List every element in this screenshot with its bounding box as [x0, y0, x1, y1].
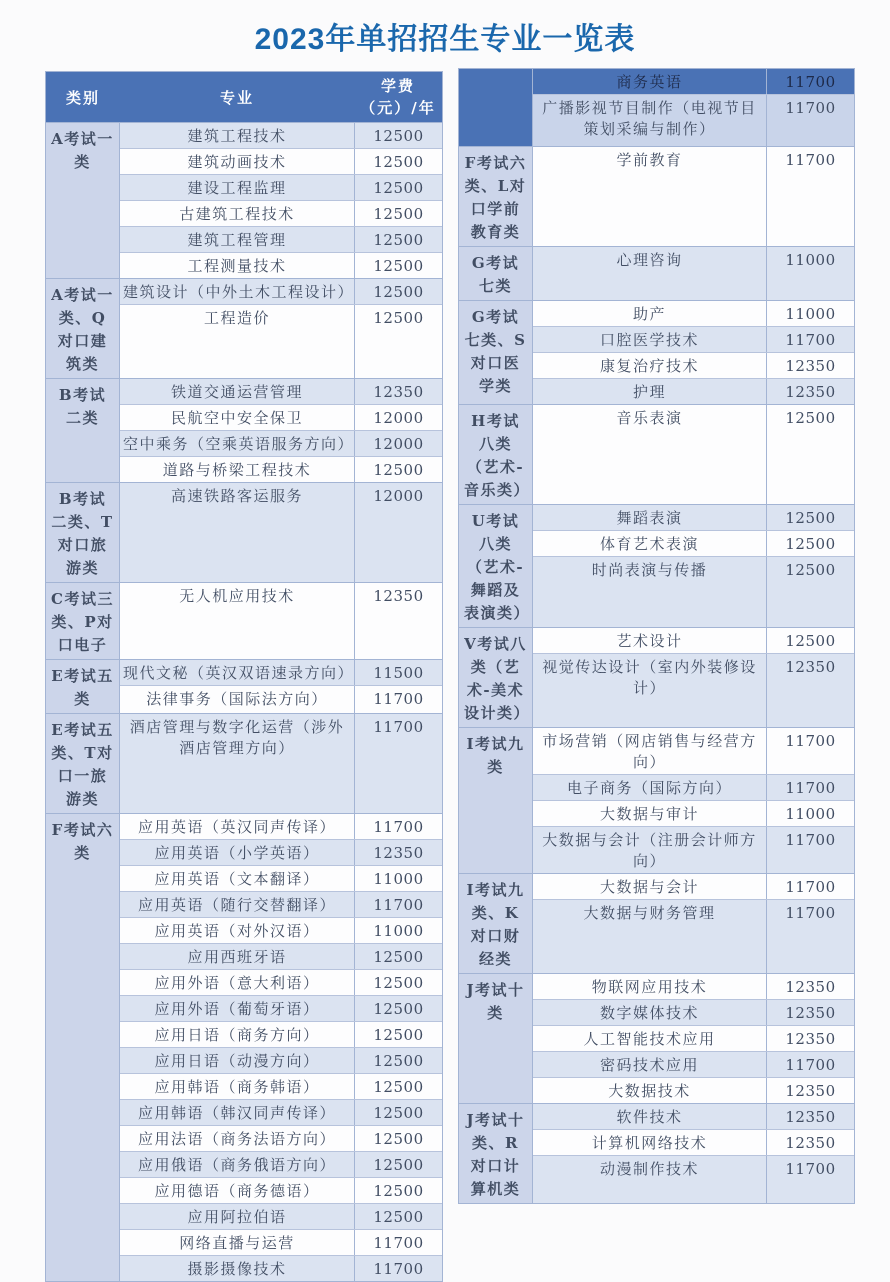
table-row [120, 685, 442, 713]
fee-cell: 12500 [766, 405, 854, 504]
category-group [46, 713, 442, 813]
table-row [533, 899, 854, 973]
fee-cell: 12500 [354, 305, 442, 378]
major-cell: 视觉传达设计（室内外装修设计） [533, 654, 766, 727]
major-cell: 大数据与会计 [533, 874, 766, 899]
category-cell: J考试十类、R对口计算机类 [459, 1104, 533, 1203]
fee-cell: 11000 [354, 918, 442, 943]
majors-table-right [458, 68, 855, 1204]
category-group [459, 300, 854, 404]
table-row [533, 556, 854, 627]
category-group [46, 813, 442, 1281]
fee-cell: 11700 [766, 1052, 854, 1077]
major-cell: 应用英语（文本翻译） [120, 866, 354, 891]
table-row [533, 69, 854, 94]
table-row [533, 1129, 854, 1155]
category-group [459, 504, 854, 627]
fee-cell: 12350 [354, 379, 442, 404]
table-row [120, 1229, 442, 1255]
header-major: 专业 [219, 88, 254, 107]
major-cell: 护理 [533, 379, 766, 404]
category-group [459, 1103, 854, 1203]
table-row [120, 969, 442, 995]
fee-cell: 12500 [354, 1048, 442, 1073]
fee-cell: 11700 [766, 327, 854, 352]
category-group [46, 582, 442, 659]
fee-cell: 12350 [766, 654, 854, 727]
group-rows [533, 69, 854, 146]
category-group [459, 246, 854, 300]
table-row [533, 94, 854, 146]
major-cell: 艺术设计 [533, 628, 766, 653]
fee-cell: 11700 [766, 900, 854, 973]
major-cell: 大数据与财务管理 [533, 900, 766, 973]
table-row [120, 456, 442, 482]
table-row [120, 583, 442, 659]
fee-cell: 12350 [766, 1026, 854, 1051]
group-rows [533, 874, 854, 973]
table-row [120, 1151, 442, 1177]
table-row [120, 865, 442, 891]
fee-cell: 12350 [766, 1104, 854, 1129]
table-row [120, 304, 442, 378]
fee-cell: 11500 [354, 660, 442, 685]
major-cell: 助产 [533, 301, 766, 326]
major-cell: 酒店管理与数字化运营（涉外酒店管理方向） [120, 714, 354, 813]
table-row [533, 147, 854, 246]
table-row [120, 483, 442, 582]
fee-cell: 12500 [354, 227, 442, 252]
table-row [533, 378, 854, 404]
fee-cell: 11700 [354, 1256, 442, 1281]
table-row [533, 405, 854, 504]
major-cell: 心理咨询 [533, 247, 766, 300]
major-cell: 计算机网络技术 [533, 1130, 766, 1155]
fee-cell: 12500 [354, 996, 442, 1021]
major-cell: 应用日语（商务方向） [120, 1022, 354, 1047]
fee-cell: 11000 [766, 801, 854, 826]
table-row [120, 200, 442, 226]
major-cell: 音乐表演 [533, 405, 766, 504]
major-cell: 应用英语（随行交替翻译） [120, 892, 354, 917]
category-group [459, 727, 854, 873]
category-group [459, 627, 854, 727]
fee-cell: 12500 [354, 279, 442, 304]
fee-cell: 11700 [766, 1156, 854, 1203]
fee-cell: 11000 [766, 301, 854, 326]
table-row [120, 174, 442, 200]
category-cell: F考试六类 [46, 814, 120, 1281]
table-row [120, 995, 442, 1021]
fee-cell: 12500 [354, 1022, 442, 1047]
table-row [533, 974, 854, 999]
table-row [120, 226, 442, 252]
major-cell: 摄影摄像技术 [120, 1256, 354, 1281]
fee-cell: 11700 [766, 95, 854, 146]
table-row [533, 800, 854, 826]
major-cell: 建筑工程技术 [120, 123, 354, 148]
major-cell: 电子商务（国际方向） [533, 775, 766, 800]
fee-cell: 11700 [766, 728, 854, 774]
fee-cell: 12350 [766, 974, 854, 999]
fee-cell: 11700 [766, 147, 854, 246]
category-group [46, 659, 442, 713]
fee-cell: 11700 [354, 814, 442, 839]
major-cell: 学前教育 [533, 147, 766, 246]
group-rows [120, 379, 442, 482]
major-cell: 口腔医学技术 [533, 327, 766, 352]
fee-cell: 12500 [354, 1100, 442, 1125]
major-cell: 动漫制作技术 [533, 1156, 766, 1203]
category-cell: A考试一类 [46, 123, 120, 278]
category-cell: B考试二类、T对口旅游类 [46, 483, 120, 582]
group-rows [120, 714, 442, 813]
table-row [533, 301, 854, 326]
category-group [459, 873, 854, 973]
fee-cell: 12500 [354, 149, 442, 174]
major-cell: 现代文秘（英汉双语速录方向） [120, 660, 354, 685]
table-row [533, 530, 854, 556]
fee-cell: 11700 [766, 827, 854, 873]
category-cell: V考试八类（艺术-美术设计类） [459, 628, 533, 727]
fee-cell: 12000 [354, 405, 442, 430]
table-row [120, 1177, 442, 1203]
group-rows [120, 279, 442, 378]
category-group [459, 973, 854, 1103]
major-cell: 市场营销（网店销售与经营方向） [533, 728, 766, 774]
major-cell: 应用西班牙语 [120, 944, 354, 969]
group-rows [533, 728, 854, 873]
table-row [533, 874, 854, 899]
major-cell: 网络直播与运营 [120, 1230, 354, 1255]
category-group [46, 122, 442, 278]
major-cell: 应用外语（意大利语） [120, 970, 354, 995]
major-cell: 建筑动画技术 [120, 149, 354, 174]
table-row [120, 123, 442, 148]
table-row [120, 404, 442, 430]
major-cell: 建筑工程管理 [120, 227, 354, 252]
fee-cell: 12500 [354, 253, 442, 278]
category-group [459, 69, 854, 146]
fee-cell: 11700 [354, 686, 442, 713]
major-cell: 软件技术 [533, 1104, 766, 1129]
major-cell: 应用英语（小学英语） [120, 840, 354, 865]
group-rows [120, 583, 442, 659]
table-row [533, 826, 854, 873]
major-cell: 应用韩语（韩汉同声传译） [120, 1100, 354, 1125]
fee-cell: 12500 [354, 457, 442, 482]
major-cell: 密码技术应用 [533, 1052, 766, 1077]
major-cell: 高速铁路客运服务 [120, 483, 354, 582]
category-cell: A考试一类、Q对口建筑类 [46, 279, 120, 378]
major-cell: 古建筑工程技术 [120, 201, 354, 226]
table-row [120, 891, 442, 917]
category-cell: G考试七类、S对口医学类 [459, 301, 533, 404]
table-row [120, 1073, 442, 1099]
fee-cell: 11000 [354, 866, 442, 891]
category-group [46, 378, 442, 482]
table-row [533, 1104, 854, 1129]
table-row [533, 505, 854, 530]
fee-cell: 12500 [354, 175, 442, 200]
group-rows [533, 1104, 854, 1203]
fee-cell: 12500 [766, 505, 854, 530]
major-cell: 物联网应用技术 [533, 974, 766, 999]
major-cell: 数字媒体技术 [533, 1000, 766, 1025]
table-row [120, 1125, 442, 1151]
fee-cell: 12350 [766, 1130, 854, 1155]
table-row [120, 1047, 442, 1073]
group-rows [533, 505, 854, 627]
fee-cell: 12000 [354, 483, 442, 582]
fee-cell: 12350 [354, 583, 442, 659]
fee-cell: 12350 [354, 840, 442, 865]
fee-cell: 11700 [354, 1230, 442, 1255]
fee-cell: 11000 [766, 247, 854, 300]
major-cell: 广播影视节目制作（电视节目策划采编与制作） [533, 95, 766, 146]
major-cell: 人工智能技术应用 [533, 1026, 766, 1051]
major-cell: 应用法语（商务法语方向） [120, 1126, 354, 1151]
major-cell: 法律事务（国际法方向） [120, 686, 354, 713]
category-cell: C考试三类、P对口电子 [46, 583, 120, 659]
table-row [120, 943, 442, 969]
major-cell: 应用阿拉伯语 [120, 1204, 354, 1229]
table-row [120, 660, 442, 685]
major-cell: 应用外语（葡萄牙语） [120, 996, 354, 1021]
category-group [459, 404, 854, 504]
group-rows [120, 814, 442, 1281]
table-row [120, 1099, 442, 1125]
table-row [533, 999, 854, 1025]
table-row [533, 1077, 854, 1103]
major-cell: 空中乘务（空乘英语服务方向） [120, 431, 354, 456]
major-cell: 无人机应用技术 [120, 583, 354, 659]
header-fee-line1: 学费 [380, 77, 415, 95]
table-row [120, 252, 442, 278]
table-row [120, 917, 442, 943]
group-rows [120, 123, 442, 278]
fee-cell: 12000 [354, 431, 442, 456]
table-row [533, 352, 854, 378]
major-cell: 道路与桥梁工程技术 [120, 457, 354, 482]
major-cell: 应用韩语（商务韩语） [120, 1074, 354, 1099]
header-fee [354, 75, 442, 119]
fee-cell: 12500 [766, 557, 854, 627]
major-cell: 铁道交通运营管理 [120, 379, 354, 404]
table-row [120, 279, 442, 304]
category-cell: U考试八类（艺术-舞蹈及表演类） [459, 505, 533, 627]
major-cell: 应用日语（动漫方向） [120, 1048, 354, 1073]
fee-cell: 11700 [766, 775, 854, 800]
group-rows [120, 483, 442, 582]
header-category: 类别 [65, 88, 100, 107]
category-cell: E考试五类 [46, 660, 120, 713]
table-row [533, 1025, 854, 1051]
fee-cell: 12500 [354, 944, 442, 969]
major-cell: 应用德语（商务德语） [120, 1178, 354, 1203]
group-rows [533, 247, 854, 300]
major-cell: 应用英语（对外汉语） [120, 918, 354, 943]
table-row [120, 148, 442, 174]
fee-cell: 12500 [766, 628, 854, 653]
table-row [120, 430, 442, 456]
major-cell: 时尚表演与传播 [533, 557, 766, 627]
table-row [533, 628, 854, 653]
group-rows [533, 301, 854, 404]
fee-cell: 12350 [766, 353, 854, 378]
major-cell: 建筑设计（中外土木工程设计） [120, 279, 354, 304]
group-rows [533, 147, 854, 246]
category-cell: I考试九类 [459, 728, 533, 873]
fee-cell: 12500 [354, 970, 442, 995]
group-rows [533, 628, 854, 727]
table-row [120, 1021, 442, 1047]
major-cell: 大数据与会计（注册会计师方向） [533, 827, 766, 873]
fee-cell: 12500 [354, 1178, 442, 1203]
major-cell: 康复治疗技术 [533, 353, 766, 378]
fee-cell: 12500 [354, 1204, 442, 1229]
table-row [533, 774, 854, 800]
table-row [533, 326, 854, 352]
category-cell: E考试五类、T对口一旅游类 [46, 714, 120, 813]
table-row [120, 379, 442, 404]
table-row [533, 653, 854, 727]
fee-cell: 12500 [766, 531, 854, 556]
fee-cell: 12500 [354, 1152, 442, 1177]
category-group [46, 278, 442, 378]
major-cell: 商务英语 [533, 69, 766, 94]
table-row [533, 1155, 854, 1203]
category-cell: I考试九类、K对口财经类 [459, 874, 533, 973]
major-cell: 民航空中安全保卫 [120, 405, 354, 430]
category-cell: F考试六类、L对口学前教育类 [459, 147, 533, 246]
table-row [533, 247, 854, 300]
table-row [120, 714, 442, 813]
fee-cell: 11700 [354, 892, 442, 917]
table-row [120, 1203, 442, 1229]
table-row [120, 839, 442, 865]
major-cell: 大数据技术 [533, 1078, 766, 1103]
fee-cell: 11700 [766, 69, 854, 94]
fee-cell: 12500 [354, 201, 442, 226]
category-cell: B考试二类 [46, 379, 120, 482]
major-cell: 应用俄语（商务俄语方向） [120, 1152, 354, 1177]
table-row [120, 1255, 442, 1281]
fee-cell: 12500 [354, 1126, 442, 1151]
table-row [533, 1051, 854, 1077]
category-group [459, 146, 854, 246]
category-group [46, 482, 442, 582]
category-cell: H考试八类（艺术-音乐类） [459, 405, 533, 504]
header-fee-line2: （元）/年 [360, 99, 436, 117]
major-cell: 建设工程监理 [120, 175, 354, 200]
fee-cell: 12350 [766, 379, 854, 404]
category-cell: G考试七类 [459, 247, 533, 300]
fee-cell: 12500 [354, 1074, 442, 1099]
major-cell: 体育艺术表演 [533, 531, 766, 556]
table-header [46, 72, 442, 122]
major-cell: 应用英语（英汉同声传译） [120, 814, 354, 839]
group-rows [533, 405, 854, 504]
page-title: 2023年单招招生专业一览表 [254, 23, 636, 56]
major-cell: 工程测量技术 [120, 253, 354, 278]
major-cell: 大数据与审计 [533, 801, 766, 826]
fee-cell: 12350 [766, 1000, 854, 1025]
group-rows [533, 974, 854, 1103]
fee-cell: 12500 [354, 123, 442, 148]
major-cell: 舞蹈表演 [533, 505, 766, 530]
group-rows [120, 660, 442, 713]
category-cell [459, 69, 533, 146]
fee-cell: 12350 [766, 1078, 854, 1103]
table-row [120, 814, 442, 839]
majors-table-left [45, 71, 443, 1282]
table-row [533, 728, 854, 774]
fee-cell: 11700 [354, 714, 442, 813]
fee-cell: 11700 [766, 874, 854, 899]
major-cell: 工程造价 [120, 305, 354, 378]
category-cell: J考试十类 [459, 974, 533, 1103]
